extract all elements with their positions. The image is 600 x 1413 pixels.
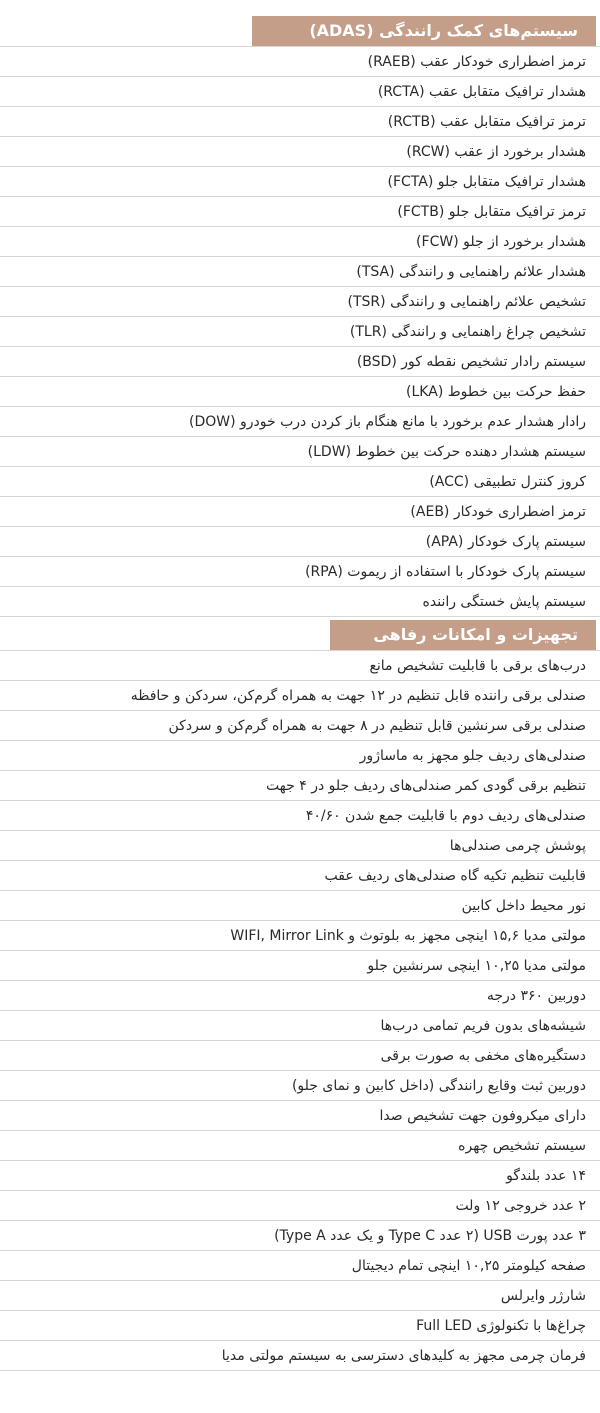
list-item: هشدار برخورد از عقب (RCW) [0, 137, 600, 167]
list-item: ترمز ترافیک متقابل عقب (RCTB) [0, 107, 600, 137]
list-item: کروز کنترل تطبیقی (ACC) [0, 467, 600, 497]
comfort-section-title: تجهیزات و امکانات رفاهی [330, 620, 596, 650]
list-item: مولتی مدیا ۱۰,۲۵ اینچی سرنشین جلو [0, 951, 600, 981]
list-item: مولتی مدیا ۱۵,۶ اینچی مجهز به بلوتوث و WIFI, Mirror Link [0, 921, 600, 951]
list-item: ترمز ترافیک متقابل جلو (FCTB) [0, 197, 600, 227]
list-item: رادار هشدار عدم برخورد با مانع هنگام باز کردن درب خودرو (DOW) [0, 407, 600, 437]
list-item: سیستم تشخیص چهره [0, 1131, 600, 1161]
list-item: سیستم رادار تشخیص نقطه کور (BSD) [0, 347, 600, 377]
comfort-section-header [0, 617, 600, 651]
list-item: هشدار علائم راهنمایی و رانندگی (TSA) [0, 257, 600, 287]
list-item: قابلیت تنظیم تکیه گاه صندلی‌های ردیف عقب [0, 861, 600, 891]
list-item: دوربین ۳۶۰ درجه [0, 981, 600, 1011]
list-item: ترمز اضطراری خودکار (AEB) [0, 497, 600, 527]
list-item: دارای میکروفون جهت تشخیص صدا [0, 1101, 600, 1131]
list-item: فرمان چرمی مجهز به کلیدهای دسترسی به سیستم مولتی مدیا [0, 1341, 600, 1371]
list-item: سیستم هشدار دهنده حرکت بین خطوط (LDW) [0, 437, 600, 467]
list-item: تشخیص علائم راهنمایی و رانندگی (TSR) [0, 287, 600, 317]
comfort-feature-list [0, 651, 600, 1371]
list-item: هشدار برخورد از جلو (FCW) [0, 227, 600, 257]
list-item: صندلی برقی راننده قابل تنظیم در ۱۲ جهت به همراه گرم‌کن، سردکن و حافظه [0, 681, 600, 711]
list-item: ۳ عدد پورت USB (۲ عدد Type C و یک عدد Type A) [0, 1221, 600, 1251]
list-item: صندلی‌های ردیف جلو مجهز به ماساژور [0, 741, 600, 771]
list-item: صندلی‌های ردیف دوم با قابلیت جمع شدن ۴۰/۶۰ [0, 801, 600, 831]
list-item: ۲ عدد خروجی ۱۲ ولت [0, 1191, 600, 1221]
adas-section-title: سیستم‌های کمک رانندگی (ADAS) [252, 16, 596, 46]
list-item: ترمز اضطراری خودکار عقب (RAEB) [0, 47, 600, 77]
list-item: سیستم پارک خودکار با استفاده از ریموت (RPA) [0, 557, 600, 587]
list-item: دستگیره‌های مخفی به صورت برقی [0, 1041, 600, 1071]
list-item: دوربین ثبت وقایع رانندگی (داخل کابین و نمای جلو) [0, 1071, 600, 1101]
list-item: پوشش چرمی صندلی‌ها [0, 831, 600, 861]
list-item: سیستم پایش خستگی راننده [0, 587, 600, 617]
list-item: صندلی برقی سرنشین قابل تنظیم در ۸ جهت به همراه گرم‌کن و سردکن [0, 711, 600, 741]
list-item: هشدار ترافیک متقابل جلو (FCTA) [0, 167, 600, 197]
list-item: درب‌های برقی با قابلیت تشخیص مانع [0, 651, 600, 681]
list-item: چراغ‌ها با تکنولوژی Full LED [0, 1311, 600, 1341]
list-item: شیشه‌های بدون فریم تمامی درب‌ها [0, 1011, 600, 1041]
list-item: هشدار ترافیک متقابل عقب (RCTA) [0, 77, 600, 107]
list-item: حفظ حرکت بین خطوط (LKA) [0, 377, 600, 407]
adas-feature-list [0, 47, 600, 617]
list-item: نور محیط داخل کابین [0, 891, 600, 921]
adas-section-header [0, 0, 600, 47]
list-item: شارژر وایرلس [0, 1281, 600, 1311]
list-item: سیستم پارک خودکار (APA) [0, 527, 600, 557]
list-item: تشخیص چراغ راهنمایی و رانندگی (TLR) [0, 317, 600, 347]
list-item: صفحه کیلومتر ۱۰,۲۵ اینچی تمام دیجیتال [0, 1251, 600, 1281]
list-item: ۱۴ عدد بلندگو [0, 1161, 600, 1191]
list-item: تنظیم برقی گودی کمر صندلی‌های ردیف جلو در ۴ جهت [0, 771, 600, 801]
